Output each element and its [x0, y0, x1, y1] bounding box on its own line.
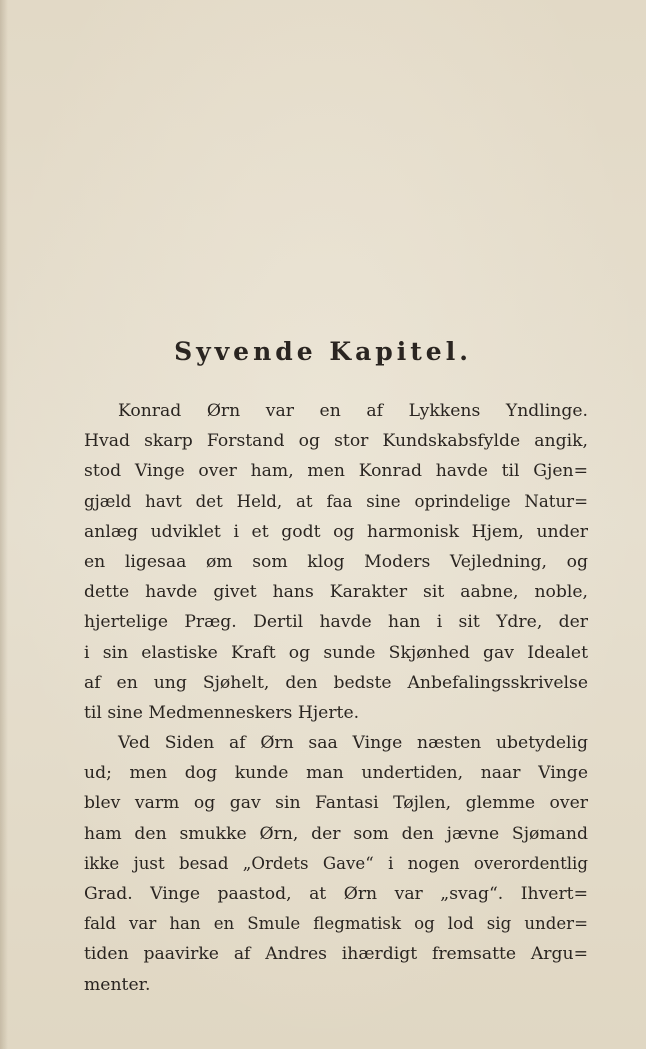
text-line: tiden paavirke af Andres ihærdigt fremsatte Argu=	[84, 944, 588, 965]
text-line: menter.	[84, 974, 151, 995]
text-line: i sin elastiske Kraft og sunde Skjønhed gav Idealet	[84, 642, 588, 663]
text-line: Konrad Ørn var en af Lykkens Yndlinge.	[118, 401, 588, 421]
text-line: af en ung Sjøhelt, den bedste Anbefalingsskrivelse	[84, 672, 588, 693]
text-line: ud; men dog kunde man undertiden, naar Vinge	[84, 763, 588, 784]
text-line: til sine Medmenneskers Hjerte.	[84, 702, 360, 723]
text-line: Ved Siden af Ørn saa Vinge næsten ubetydelig	[118, 733, 588, 754]
text-line: blev varm og gav sin Fantasi Tøjlen, glemme over	[84, 793, 588, 814]
text-line: ham den smukke Ørn, der som den jævne Sjømand	[84, 823, 588, 844]
paragraph	[84, 396, 588, 728]
text-line: dette havde givet hans Karakter sit aabne, noble,	[84, 582, 588, 603]
text-line: Hvad skarp Forstand og stor Kundskabsfylde angik,	[84, 431, 588, 452]
text-line: hjertelige Præg. Dertil havde han i sit Ydre, der	[84, 612, 588, 633]
text-line: anlæg udviklet i et godt og harmonisk Hjem, under	[84, 521, 588, 542]
text-line: en ligesaa øm som klog Moders Vejledning, og	[84, 551, 588, 572]
text-line: ikke just besad „Ordets Gave“ i nogen overordentlig	[84, 853, 588, 873]
paragraph	[84, 728, 588, 1000]
text-line: stod Vinge over ham, men Konrad havde til Gjen=	[84, 461, 588, 482]
text-line: Grad. Vinge paastod, at Ørn var „svag“. Ihvert=	[84, 884, 588, 904]
chapter-title: Syvende Kapitel.	[174, 337, 472, 366]
page-edge-shadow	[0, 0, 8, 1049]
text-line: fald var han en Smule flegmatisk og lod sig under=	[84, 914, 588, 934]
body-text	[84, 396, 588, 1000]
text-line: gjæld havt det Held, at faa sine oprindelige Natur=	[84, 491, 588, 511]
